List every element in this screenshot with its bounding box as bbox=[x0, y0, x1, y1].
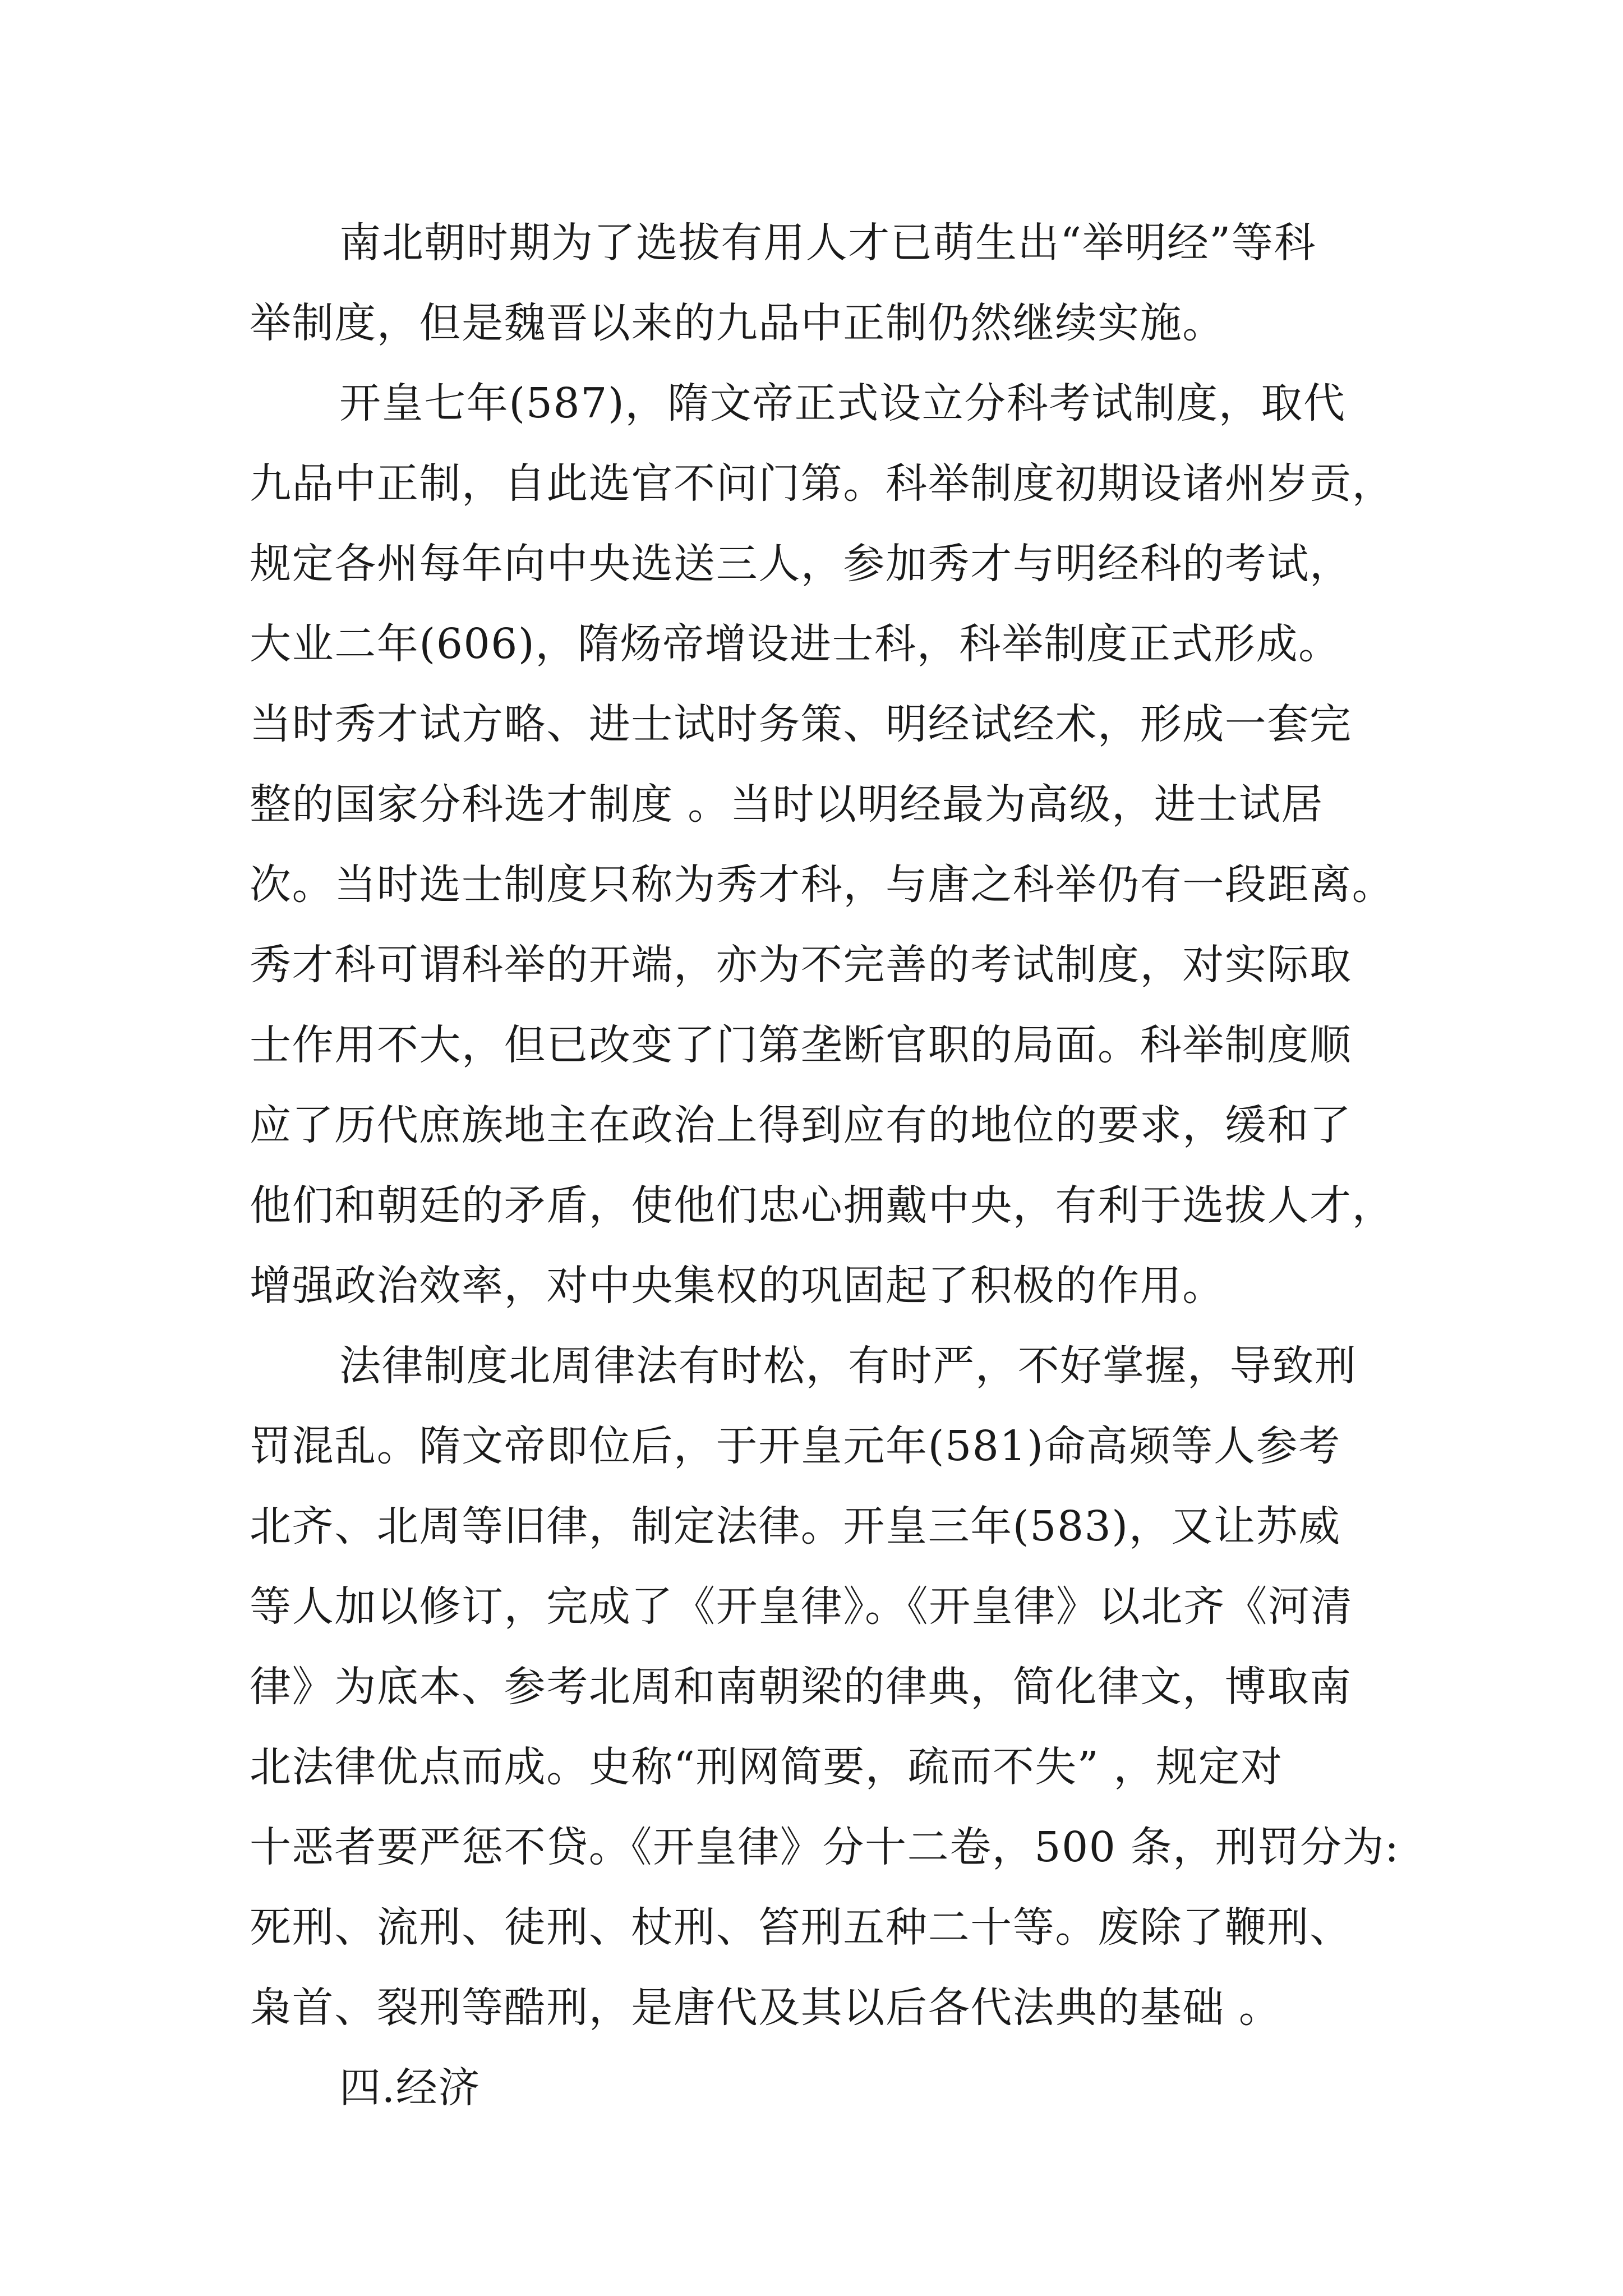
paragraph-2-line-11: 他们和朝廷的矛盾，使他们忠心拥戴中央，有利于选拔人才， bbox=[250, 1181, 1395, 1230]
section-heading-economy: 四.经济 bbox=[339, 2064, 481, 2112]
paragraph-2-line-5: 当时秀才试方略、进士试时务策、明经试经术，形成一套完 bbox=[250, 700, 1352, 748]
paragraph-3-line-2: 罚混乱。隋文帝即位后，于开皇元年(581)命高颎等人参考 bbox=[250, 1422, 1341, 1470]
paragraph-3-line-4: 等人加以修订，完成了《开皇律》。《开皇律》以北齐《河清 bbox=[250, 1582, 1353, 1631]
paragraph-3-line-6: 北法律优点而成。史称“刑网简要，疏而不失” ，规定对 bbox=[250, 1743, 1283, 1791]
paragraph-2-line-12: 增强政治效率，对中央集权的巩固起了积极的作用。 bbox=[250, 1262, 1225, 1310]
paragraph-2-line-3: 规定各州每年向中央选送三人，参加秀才与明经科的考试， bbox=[250, 540, 1352, 588]
paragraph-2-line-7: 次。当时选士制度只称为秀才科，与唐之科举仍有一段距离。 bbox=[250, 861, 1395, 909]
paragraph-2-line-9: 士作用不大，但已改变了门第垄断官职的局面。科举制度顺 bbox=[250, 1021, 1352, 1069]
paragraph-3-line-3: 北齐、北周等旧律，制定法律。开皇三年(583)，又让苏威 bbox=[250, 1502, 1341, 1550]
paragraph-1-line-2: 举制度，但是魏晋以来的九品中正制仍然继续实施。 bbox=[250, 299, 1225, 347]
paragraph-2-line-4: 大业二年(606)，隋炀帝增设进士科，科举制度正式形成。 bbox=[250, 620, 1341, 668]
paragraph-3-line-7: 十恶者要严惩不贷。《开皇律》分十二卷，500 条，刑罚分为: bbox=[250, 1823, 1400, 1871]
paragraph-2-line-1: 开皇七年(587)，隋文帝正式设立分科考试制度，取代 bbox=[339, 379, 1346, 427]
paragraph-3-line-9: 枭首、裂刑等酷刑，是唐代及其以后各代法典的基础 。 bbox=[250, 1984, 1281, 2032]
paragraph-3-line-5: 律》为底本、参考北周和南朝梁的律典，简化律文，博取南 bbox=[250, 1663, 1352, 1711]
paragraph-2-line-2: 九品中正制，自此选官不问门第。科举制度初期设诸州岁贡， bbox=[250, 459, 1395, 508]
paragraph-2-line-6: 整的国家分科选才制度 。当时以明经最为高级，进士试居 bbox=[250, 780, 1324, 829]
paragraph-3-line-8: 死刑、流刑、徒刑、杖刑、笞刑五种二十等。废除了鞭刑、 bbox=[250, 1903, 1352, 1952]
paragraph-1-line-1: 南北朝时期为了选拔有用人才已萌生出“举明经”等科 bbox=[339, 219, 1317, 267]
paragraph-3-line-1: 法律制度北周律法有时松，有时严，不好掌握，导致刑 bbox=[339, 1342, 1357, 1390]
paragraph-2-line-10: 应了历代庶族地主在政治上得到应有的地位的要求，缓和了 bbox=[250, 1101, 1352, 1149]
paragraph-2-line-8: 秀才科可谓科举的开端，亦为不完善的考试制度，对实际取 bbox=[250, 941, 1352, 989]
